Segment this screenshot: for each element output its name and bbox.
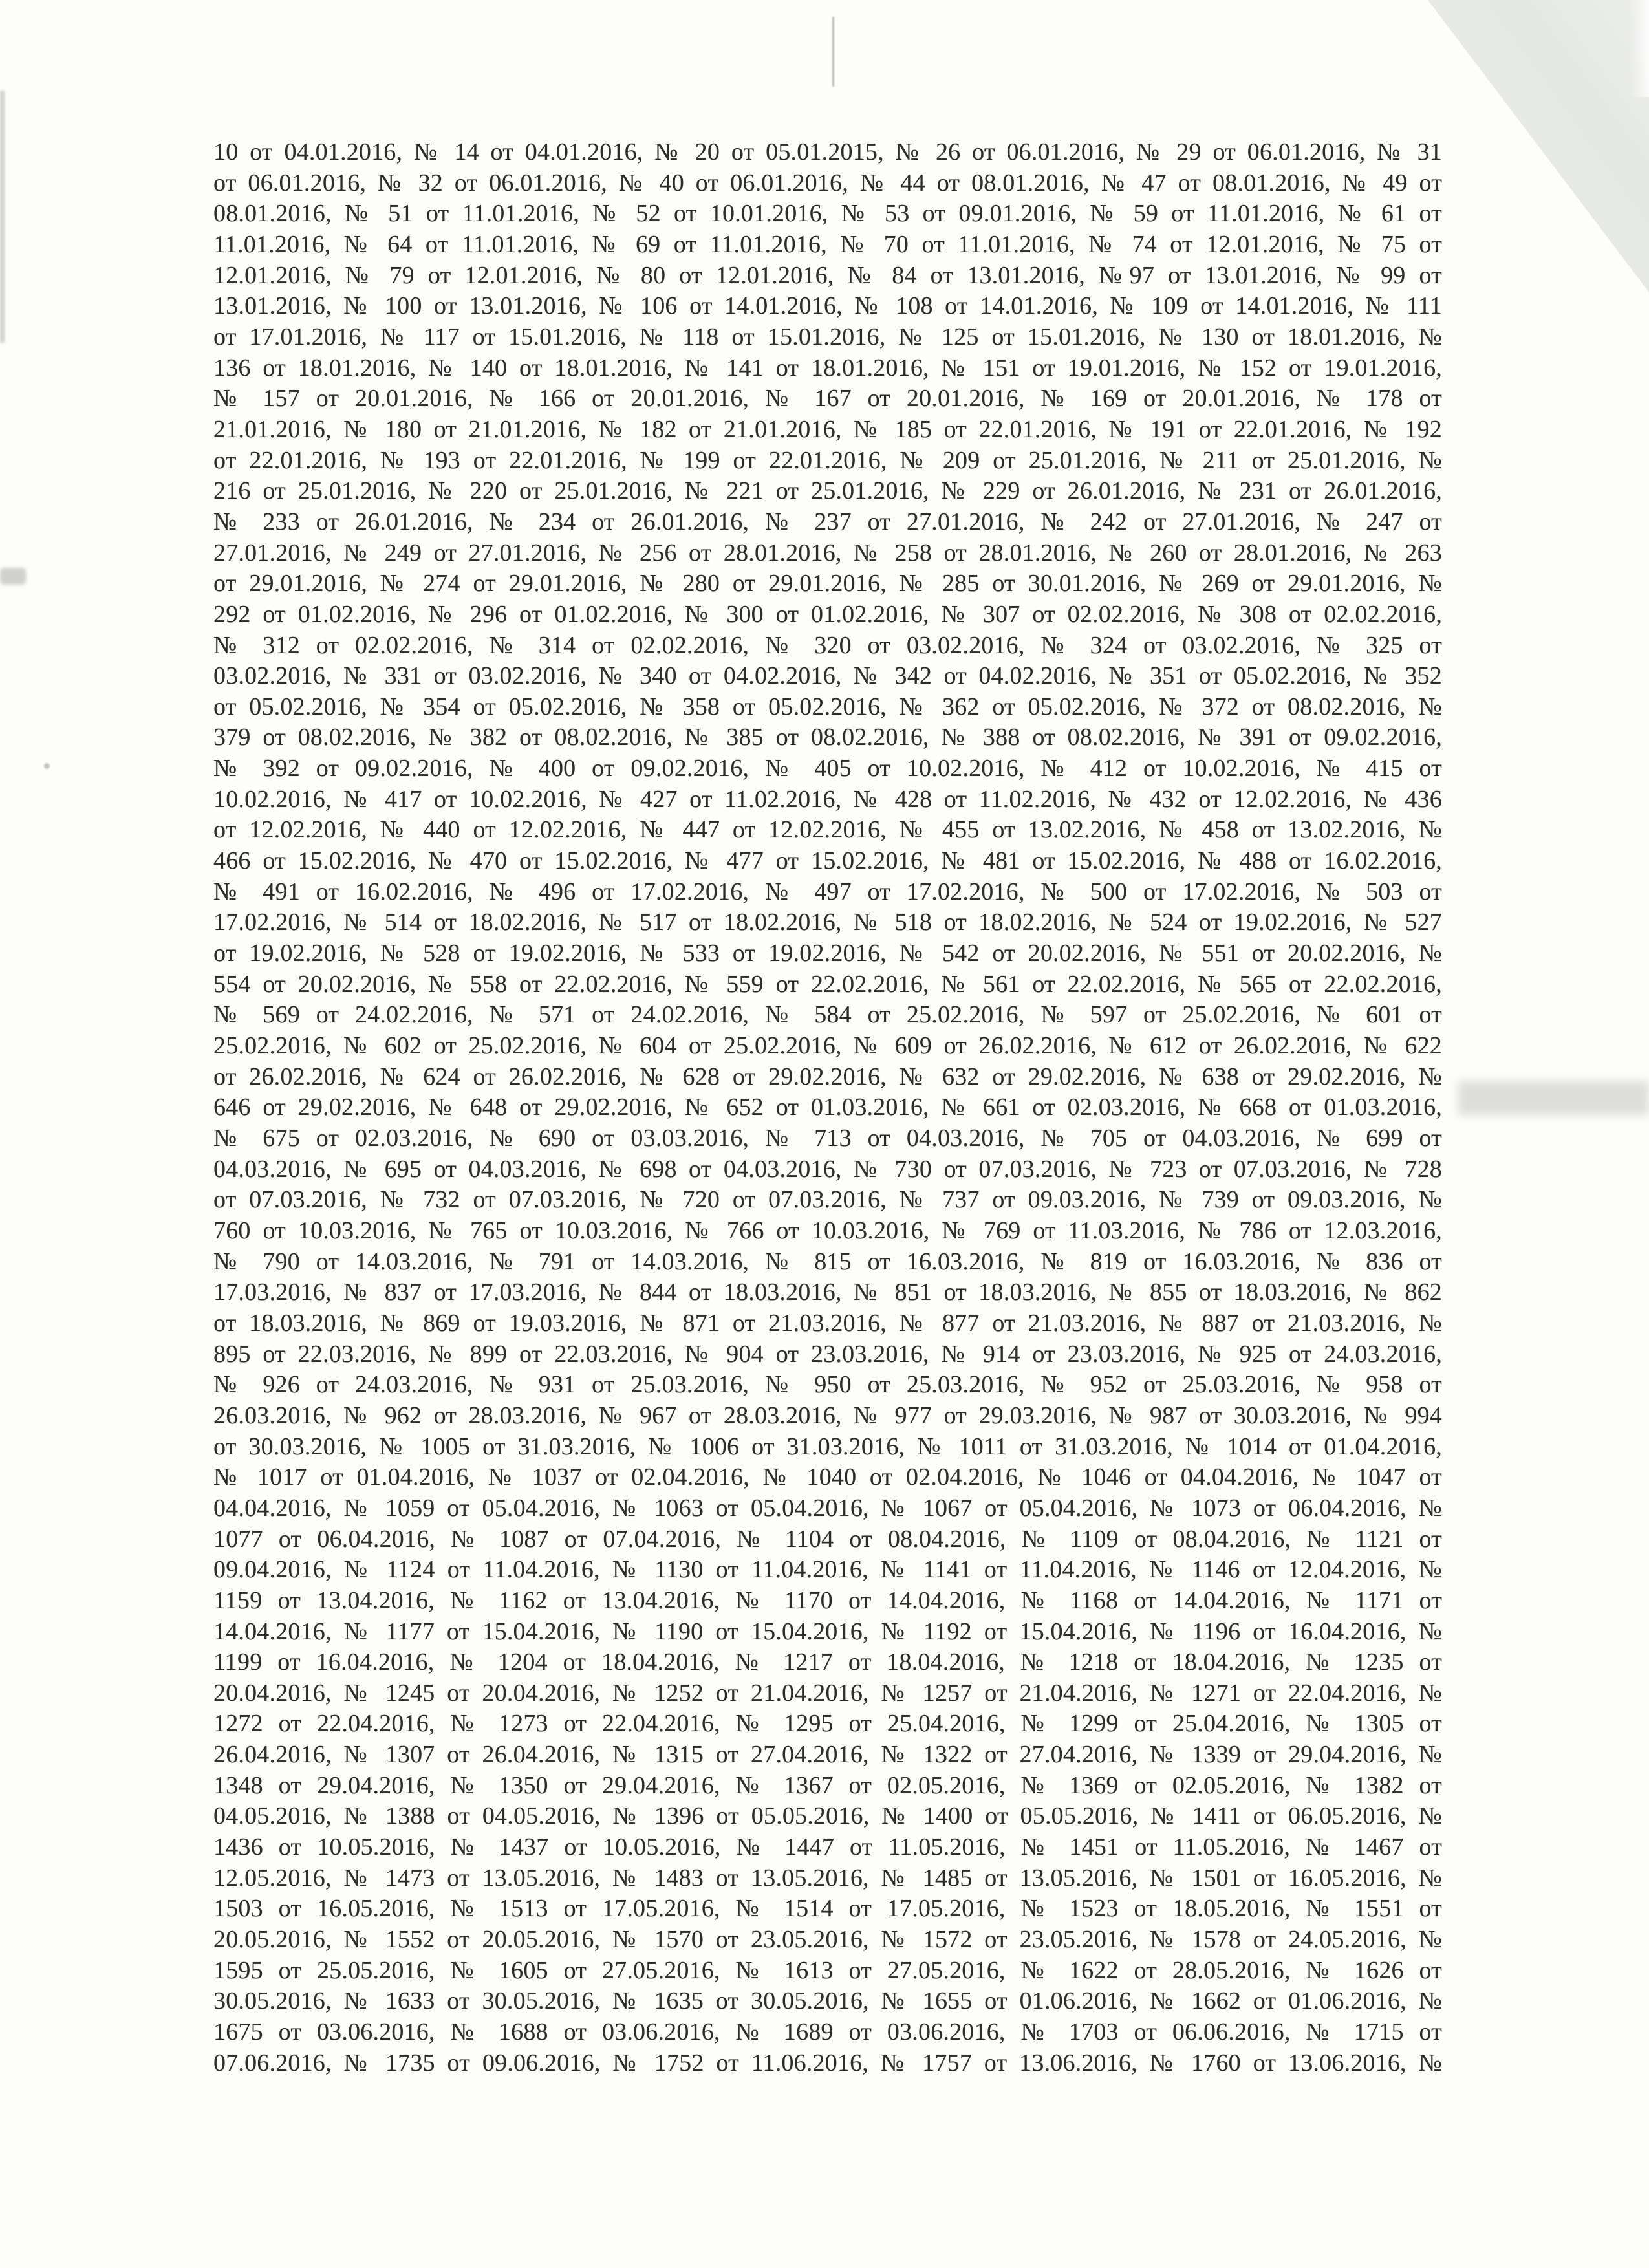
document-text-line: 379 от 08.02.2016, № 382 от 08.02.2016, № 385 от 08.02.2016, № 388 от 08.02.2016, № 391 от 09.02.2016, <box>213 724 1442 751</box>
document-text-line: 760 от 10.03.2016, № 765 от 10.03.2016, № 766 от 10.03.2016, № 769 от 11.03.2016, № 786 от 12.03.2016, <box>213 1216 1442 1244</box>
scan-artifact-left-dot <box>44 763 50 769</box>
document-text-line: 1595 от 25.05.2016, № 1605 от 27.05.2016, № 1613 от 27.05.2016, № 1622 от 28.05.2016, № 1626 от <box>213 1956 1442 1984</box>
document-text-line: от 30.03.2016, № 1005 от 31.03.2016, № 1006 от 31.03.2016, № 1011 от 31.03.2016, № 1014 от 01.04.2016, <box>213 1432 1442 1460</box>
document-text-line: 216 от 25.01.2016, № 220 от 25.01.2016, № 221 от 25.01.2016, № 229 от 26.01.2016, № 231 от 26.01.2016, <box>213 477 1442 505</box>
folded-corner-highlight <box>1630 0 1649 97</box>
document-text-line: 292 от 01.02.2016, № 296 от 01.02.2016, № 300 от 01.02.2016, № 307 от 02.02.2016, № 308 от 02.02.2016, <box>213 600 1442 628</box>
document-text-line: 12.05.2016, № 1473 от 13.05.2016, № 1483 от 13.05.2016, № 1485 от 13.05.2016, № 1501 от 16.05.2016, № <box>213 1864 1442 1892</box>
document-text-line: 10.02.2016, № 417 от 10.02.2016, № 427 от 11.02.2016, № 428 от 11.02.2016, № 432 от 12.02.2016, № 436 <box>213 785 1442 813</box>
document-text-line: 1675 от 03.06.2016, № 1688 от 03.06.2016, № 1689 от 03.06.2016, № 1703 от 06.06.2016, № 1715 от <box>213 2018 1442 2046</box>
document-body-text <box>213 137 1442 2079</box>
document-text-line: 1159 от 13.04.2016, № 1162 от 13.04.2016, № 1170 от 14.04.2016, № 1168 от 14.04.2016, № 1171 от <box>213 1586 1442 1614</box>
document-text-line: от 29.01.2016, № 274 от 29.01.2016, № 280 от 29.01.2016, № 285 от 30.01.2016, № 269 от 29.01.2016, № <box>213 570 1442 598</box>
document-text-line: 03.02.2016, № 331 от 03.02.2016, № 340 от 04.02.2016, № 342 от 04.02.2016, № 351 от 05.02.2016, № 352 <box>213 662 1442 690</box>
document-text-line: № 569 от 24.02.2016, № 571 от 24.02.2016, № 584 от 25.02.2016, № 597 от 25.02.2016, № 601 от <box>213 1001 1442 1029</box>
folded-corner-artifact <box>1428 0 1649 292</box>
document-text-line: № 312 от 02.02.2016, № 314 от 02.02.2016, № 320 от 03.02.2016, № 324 от 03.02.2016, № 325 от <box>213 631 1442 659</box>
document-text-line: 30.05.2016, № 1633 от 30.05.2016, № 1635 от 30.05.2016, № 1655 от 01.06.2016, № 1662 от 01.06.2016, № <box>213 1987 1442 2015</box>
document-text-line: 895 от 22.03.2016, № 899 от 22.03.2016, № 904 от 23.03.2016, № 914 от 23.03.2016, № 925 от 24.03.2016, <box>213 1340 1442 1368</box>
scan-artifact-top-tick <box>832 17 834 87</box>
document-text-line: № 157 от 20.01.2016, № 166 от 20.01.2016, № 167 от 20.01.2016, № 169 от 20.01.2016, № 178 от <box>213 385 1442 413</box>
document-text-line: от 19.02.2016, № 528 от 19.02.2016, № 533 от 19.02.2016, № 542 от 20.02.2016, № 551 от 20.02.2016, № <box>213 940 1442 967</box>
document-text-line: 1077 от 06.04.2016, № 1087 от 07.04.2016, № 1104 от 08.04.2016, № 1109 от 08.04.2016, № 1121 от <box>213 1525 1442 1553</box>
scan-artifact-left-edge-dash <box>0 568 26 585</box>
document-text-line: от 12.02.2016, № 440 от 12.02.2016, № 447 от 12.02.2016, № 455 от 13.02.2016, № 458 от 13.02.2016, № <box>213 816 1442 844</box>
document-text-line: 136 от 18.01.2016, № 140 от 18.01.2016, № 141 от 18.01.2016, № 151 от 19.01.2016, № 152 от 19.01.2016, <box>213 354 1442 382</box>
document-text-line: 13.01.2016, № 100 от 13.01.2016, № 106 от 14.01.2016, № 108 от 14.01.2016, № 109 от 14.01.2016, № 111 <box>213 292 1442 320</box>
document-text-line: от 05.02.2016, № 354 от 05.02.2016, № 358 от 05.02.2016, № 362 от 05.02.2016, № 372 от 08.02.2016, № <box>213 693 1442 720</box>
document-text-line: 1503 от 16.05.2016, № 1513 от 17.05.2016, № 1514 от 17.05.2016, № 1523 от 18.05.2016, № 1551 от <box>213 1895 1442 1923</box>
document-text-line: от 18.03.2016, № 869 от 19.03.2016, № 871 от 21.03.2016, № 877 от 21.03.2016, № 887 от 21.03.2016, № <box>213 1309 1442 1337</box>
document-text-line: 04.05.2016, № 1388 от 04.05.2016, № 1396 от 05.05.2016, № 1400 от 05.05.2016, № 1411 от 06.05.2016, № <box>213 1802 1442 1830</box>
document-text-line: № 675 от 02.03.2016, № 690 от 03.03.2016, № 713 от 04.03.2016, № 705 от 04.03.2016, № 699 от <box>213 1125 1442 1152</box>
document-text-line: 1272 от 22.04.2016, № 1273 от 22.04.2016, № 1295 от 25.04.2016, № 1299 от 25.04.2016, № 1305 от <box>213 1710 1442 1738</box>
document-text-line: 04.04.2016, № 1059 от 05.04.2016, № 1063 от 05.04.2016, № 1067 от 05.04.2016, № 1073 от 06.04.2016, № <box>213 1494 1442 1522</box>
document-text-line: 17.03.2016, № 837 от 17.03.2016, № 844 от 18.03.2016, № 851 от 18.03.2016, № 855 от 18.03.2016, № 862 <box>213 1279 1442 1306</box>
document-text-line: 26.03.2016, № 962 от 28.03.2016, № 967 от 28.03.2016, № 977 от 29.03.2016, № 987 от 30.03.2016, № 994 <box>213 1401 1442 1429</box>
document-text-line: 1348 от 29.04.2016, № 1350 от 29.04.2016, № 1367 от 02.05.2016, № 1369 от 02.05.2016, № 1382 от <box>213 1771 1442 1799</box>
document-text-line: 20.04.2016, № 1245 от 20.04.2016, № 1252 от 21.04.2016, № 1257 от 21.04.2016, № 1271 от 22.04.2016, № <box>213 1679 1442 1707</box>
document-text-line: 11.01.2016, № 64 от 11.01.2016, № 69 от 11.01.2016, № 70 от 11.01.2016, № 74 от 12.01.2016, № 75 от <box>213 230 1442 258</box>
document-text-line: 466 от 15.02.2016, № 470 от 15.02.2016, № 477 от 15.02.2016, № 481 от 15.02.2016, № 488 от 16.02.2016, <box>213 847 1442 875</box>
document-text-line: № 392 от 09.02.2016, № 400 от 09.02.2016, № 405 от 10.02.2016, № 412 от 10.02.2016, № 415 от <box>213 755 1442 783</box>
document-text-line: 09.04.2016, № 1124 от 11.04.2016, № 1130 от 11.04.2016, № 1141 от 11.04.2016, № 1146 от 12.04.2016, № <box>213 1556 1442 1584</box>
scan-artifact-left-edge-line <box>0 91 5 343</box>
document-text-line: 12.01.2016, № 79 от 12.01.2016, № 80 от 12.01.2016, № 84 от 13.01.2016, №97 от 13.01.2016, № 99 от <box>213 261 1442 289</box>
document-text-line: от 22.01.2016, № 193 от 22.01.2016, № 199 от 22.01.2016, № 209 от 25.01.2016, № 211 от 25.01.2016, № <box>213 446 1442 474</box>
scan-artifact-right-smudge <box>1458 1081 1649 1115</box>
document-text-line: № 233 от 26.01.2016, № 234 от 26.01.2016, № 237 от 27.01.2016, № 242 от 27.01.2016, № 247 от <box>213 508 1442 535</box>
document-text-line: 26.04.2016, № 1307 от 26.04.2016, № 1315 от 27.04.2016, № 1322 от 27.04.2016, № 1339 от 29.04.2016, № <box>213 1741 1442 1769</box>
document-text-line: 17.02.2016, № 514 от 18.02.2016, № 517 от 18.02.2016, № 518 от 18.02.2016, № 524 от 19.02.2016, № 527 <box>213 909 1442 936</box>
document-text-line: от 26.02.2016, № 624 от 26.02.2016, № 628 от 29.02.2016, № 632 от 29.02.2016, № 638 от 29.02.2016, № <box>213 1063 1442 1090</box>
document-text-line: 10 от 04.01.2016, № 14 от 04.01.2016, № 20 от 05.01.2015, № 26 от 06.01.2016, № 29 от 06.01.2016, № 31 <box>213 138 1442 166</box>
document-text-line: 25.02.2016, № 602 от 25.02.2016, № 604 от 25.02.2016, № 609 от 26.02.2016, № 612 от 26.02.2016, № 622 <box>213 1032 1442 1060</box>
document-text-line: от 17.01.2016, № 117 от 15.01.2016, № 118 от 15.01.2016, № 125 от 15.01.2016, № 130 от 18.01.2016, № <box>213 323 1442 351</box>
document-text-line: 04.03.2016, № 695 от 04.03.2016, № 698 от 04.03.2016, № 730 от 07.03.2016, № 723 от 07.03.2016, № 728 <box>213 1155 1442 1183</box>
document-text-line: 1199 от 16.04.2016, № 1204 от 18.04.2016, № 1217 от 18.04.2016, № 1218 от 18.04.2016, № 1235 от <box>213 1648 1442 1676</box>
document-text-line: 27.01.2016, № 249 от 27.01.2016, № 256 от 28.01.2016, № 258 от 28.01.2016, № 260 от 28.01.2016, № 263 <box>213 539 1442 567</box>
document-text-line: 07.06.2016, № 1735 от 09.06.2016, № 1752 от 11.06.2016, № 1757 от 13.06.2016, № 1760 от 13.06.2016, № <box>213 2049 1442 2077</box>
document-text-line: от 07.03.2016, № 732 от 07.03.2016, № 720 от 07.03.2016, № 737 от 09.03.2016, № 739 от 09.03.2016, № <box>213 1186 1442 1214</box>
document-text-line: 554 от 20.02.2016, № 558 от 22.02.2016, № 559 от 22.02.2016, № 561 от 22.02.2016, № 565 от 22.02.2016, <box>213 970 1442 998</box>
document-text-line: № 790 от 14.03.2016, № 791 от 14.03.2016, № 815 от 16.03.2016, № 819 от 16.03.2016, № 836 от <box>213 1247 1442 1275</box>
document-text-line: 1436 от 10.05.2016, № 1437 от 10.05.2016, № 1447 от 11.05.2016, № 1451 от 11.05.2016, № 1467 от <box>213 1833 1442 1861</box>
document-text-line: № 491 от 16.02.2016, № 496 от 17.02.2016, № 497 от 17.02.2016, № 500 от 17.02.2016, № 503 от <box>213 878 1442 905</box>
document-text-line: от 06.01.2016, № 32 от 06.01.2016, № 40 от 06.01.2016, № 44 от 08.01.2016, № 47 от 08.01.2016, № 49 от <box>213 169 1442 197</box>
document-text-line: 646 от 29.02.2016, № 648 от 29.02.2016, № 652 от 01.03.2016, № 661 от 02.03.2016, № 668 от 01.03.2016, <box>213 1094 1442 1121</box>
document-text-line: 14.04.2016, № 1177 от 15.04.2016, № 1190 от 15.04.2016, № 1192 от 15.04.2016, № 1196 от 16.04.2016, № <box>213 1617 1442 1645</box>
document-text-line: 08.01.2016, № 51 от 11.01.2016, № 52 от 10.01.2016, № 53 от 09.01.2016, № 59 от 11.01.2016, № 61 от <box>213 200 1442 228</box>
document-text-line: 20.05.2016, № 1552 от 20.05.2016, № 1570 от 23.05.2016, № 1572 от 23.05.2016, № 1578 от 24.05.2016, № <box>213 1926 1442 1954</box>
document-text-line: № 926 от 24.03.2016, № 931 от 25.03.2016, № 950 от 25.03.2016, № 952 от 25.03.2016, № 958 от <box>213 1371 1442 1399</box>
document-text-line: 21.01.2016, № 180 от 21.01.2016, № 182 от 21.01.2016, № 185 от 22.01.2016, № 191 от 22.01.2016, № 192 <box>213 415 1442 443</box>
document-text-line: № 1017 от 01.04.2016, № 1037 от 02.04.2016, № 1040 от 02.04.2016, № 1046 от 04.04.2016, № 1047 от <box>213 1463 1442 1491</box>
